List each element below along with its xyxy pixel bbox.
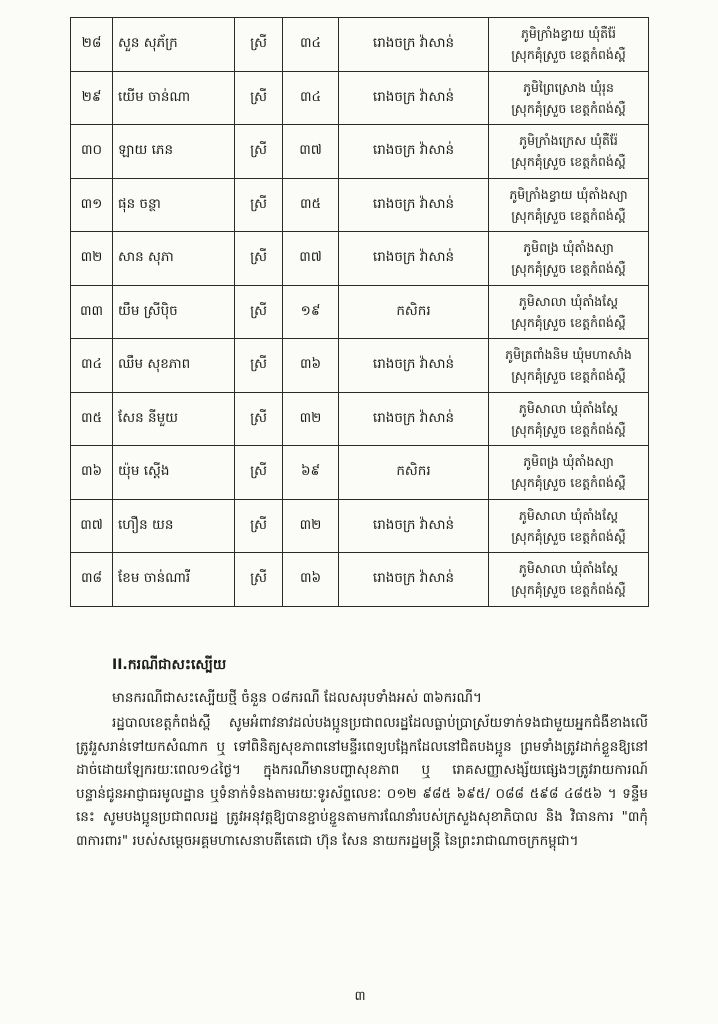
person-name-cell: ឈឹម សុខភាព	[113, 339, 235, 393]
address-cell	[489, 499, 649, 553]
address-village-commune: ភូមិក្រាំងខ្វាយ ឃុំតឺរ៉ែ	[521, 26, 616, 42]
sex-cell: ស្រី	[235, 232, 283, 286]
address-district-province: ស្រុកគុំស្រួច ខេត្តកំពង់ស្ពឺ	[511, 528, 626, 544]
table-row	[71, 232, 649, 286]
row-number-cell: ៣០	[71, 125, 113, 179]
section-heading-recovered: II.ករណីជាសះស្បើយ	[112, 657, 227, 673]
person-name-cell: សែន នីមួយ	[113, 392, 235, 446]
sex-cell: ស្រី	[235, 553, 283, 607]
occupation-cell: រោងចក្រ វ៉ាសាន់	[339, 499, 489, 553]
table-row	[71, 178, 649, 232]
table-row	[71, 446, 649, 500]
age-cell: ១៩	[283, 285, 339, 339]
address-district-province: ស្រុកគុំស្រួច ខេត្តកំពង់ស្ពឺ	[511, 47, 626, 63]
sex-cell: ស្រី	[235, 125, 283, 179]
address-cell	[489, 553, 649, 607]
address-district-province: ស្រុកគុំស្រួច ខេត្តកំពង់ស្ពឺ	[511, 207, 626, 223]
address-cell	[489, 392, 649, 446]
table-row	[71, 125, 649, 179]
occupation-cell: កសិករ	[339, 285, 489, 339]
address-cell	[489, 18, 649, 72]
sex-cell: ស្រី	[235, 18, 283, 72]
table-row	[71, 339, 649, 393]
person-name-cell: ផុន ចន្ថា	[113, 178, 235, 232]
address-cell	[489, 446, 649, 500]
person-name-cell: យ៉ុម ស្ដើង	[113, 446, 235, 500]
person-name-cell: យើម ចាន់ណា	[113, 71, 235, 125]
row-number-cell: ២៨	[71, 18, 113, 72]
occupation-cell: រោងចក្រ វ៉ាសាន់	[339, 339, 489, 393]
address-cell	[489, 285, 649, 339]
occupation-cell: រោងចក្រ វ៉ាសាន់	[339, 178, 489, 232]
table-row	[71, 499, 649, 553]
address-cell	[489, 125, 649, 179]
patient-table	[70, 17, 649, 607]
sex-cell: ស្រី	[235, 285, 283, 339]
person-name-cell: សួន សុភ័ក្រ	[113, 18, 235, 72]
row-number-cell: ៣៦	[71, 446, 113, 500]
row-number-cell: ៣៤	[71, 339, 113, 393]
address-district-province: ស្រុកគុំស្រួច ខេត្តកំពង់ស្ពឺ	[511, 475, 626, 491]
person-name-cell: សាន សុភា	[113, 232, 235, 286]
address-cell	[489, 71, 649, 125]
age-cell: ៣២	[283, 499, 339, 553]
row-number-cell: ៣២	[71, 232, 113, 286]
address-village-commune: ភូមិក្រាំងខ្វាយ ឃុំតាំងស្យា	[509, 186, 628, 202]
address-village-commune: ភូមិត្រពាំងនិម ឃុំមហាសាំង	[505, 347, 632, 363]
occupation-cell: រោងចក្រ វ៉ាសាន់	[339, 553, 489, 607]
row-number-cell: ៣១	[71, 178, 113, 232]
row-number-cell: ៣៣	[71, 285, 113, 339]
person-name-cell: ខែម ចាន់ណារី	[113, 553, 235, 607]
address-district-province: ស្រុកគុំស្រួច ខេត្តកំពង់ស្ពឺ	[511, 421, 626, 437]
occupation-cell: កសិករ	[339, 446, 489, 500]
address-district-province: ស្រុកគុំស្រួច ខេត្តកំពង់ស្ពឺ	[511, 368, 626, 384]
sex-cell: ស្រី	[235, 392, 283, 446]
age-cell: ៣៦	[283, 553, 339, 607]
address-village-commune: ភូមិសាលា ឃុំតាំងស្តែ	[518, 561, 619, 577]
occupation-cell: រោងចក្រ វ៉ាសាន់	[339, 71, 489, 125]
row-number-cell: ៣៨	[71, 553, 113, 607]
age-cell: ៣៧	[283, 232, 339, 286]
table-row	[71, 553, 649, 607]
address-village-commune: ភូមិពង្រ ឃុំតាំងស្យា	[523, 454, 614, 470]
row-number-cell: ២៩	[71, 71, 113, 125]
sex-cell: ស្រី	[235, 339, 283, 393]
table-row	[71, 18, 649, 72]
person-name-cell: យឹម ស្រីប៉ិច	[113, 285, 235, 339]
page-number: ៣	[354, 989, 366, 1004]
sex-cell: ស្រី	[235, 71, 283, 125]
address-district-province: ស្រុកគុំស្រួច ខេត្តកំពង់ស្ពឺ	[511, 100, 626, 116]
person-name-cell: ឡាយ ភេន	[113, 125, 235, 179]
address-village-commune: ភូមិសាលា ឃុំតាំងស្តែ	[518, 507, 619, 523]
address-village-commune: ភូមិក្រាំងក្រេស ឃុំតឺរ៉ែ	[519, 133, 618, 149]
address-district-province: ស្រុកគុំស្រួច ខេត្តកំពង់ស្ពឺ	[511, 261, 626, 277]
address-village-commune: ភូមិព្រៃស្រោង ឃុំរុន	[523, 79, 614, 95]
appeal-paragraph: រដ្ឋបាលខេត្តកំពង់ស្ពឺ សូមអំពាវនាវដល់បងប្អូនប្រជាពលរដ្ឋដែលធ្លាប់ប្រាស្រ័យទាក់ទងជាមួយអ្នកជំងឺខាងលើ ត្រូវរួសរាន់ទៅយកសំណាក ឬ ទៅពិនិត្យសុខភាពនៅមន្ទីរពេទ្យបង្អែកដែលនៅជិតបងប្អូន ព្រមទាំងត្រូវដាក់ខ្លួនឱ្យនៅដាច់ដោយឡែករយៈពេល១៤ថ្ងៃ។ ក្នុងករណីមានបញ្ហាសុខភាព ឬ រោគសញ្ញាសង្ស័យផ្សេងៗត្រូវរាយការណ៍បន្ទាន់ជូនអាជ្ញាធរមូលដ្ឋាន ឬទំនាក់ទំនងតាមរយៈទូរស័ព្ទលេខៈ ០១២ ៩៨៥ ៦៩៥/ ០៨៨ ៥៩៨ ៤៨៥៦ ។ ទន្ទឹមនេះ សូមបងប្អូនប្រជាពលរដ្ឋ ត្រូវអនុវត្តឱ្យបានខ្ជាប់ខ្ជួនតាមការណែនាំរបស់ក្រសួងសុខាភិបាល និង វិធានការ "៣កុំ ៣ការពារ" របស់សម្ដេចអគ្គមហាសេនាបតីតេជោ ហ៊ុន សែន នាយករដ្ឋមន្ត្រី នៃព្រះរាជាណាចក្រកម្ពុជា។	[76, 715, 648, 849]
address-district-province: ស្រុកគុំស្រួច ខេត្តកំពង់ស្ពឺ	[511, 154, 626, 170]
age-cell: ៣៦	[283, 339, 339, 393]
sex-cell: ស្រី	[235, 499, 283, 553]
occupation-cell: រោងចក្រ វ៉ាសាន់	[339, 18, 489, 72]
address-district-province: ស្រុកគុំស្រួច ខេត្តកំពង់ស្ពឺ	[511, 314, 626, 330]
occupation-cell: រោងចក្រ វ៉ាសាន់	[339, 392, 489, 446]
address-cell	[489, 232, 649, 286]
age-cell: ៦៩	[283, 446, 339, 500]
age-cell: ៣៤	[283, 18, 339, 72]
row-number-cell: ៣៧	[71, 499, 113, 553]
age-cell: ៣២	[283, 392, 339, 446]
row-number-cell: ៣៥	[71, 392, 113, 446]
sex-cell: ស្រី	[235, 446, 283, 500]
age-cell: ៣៤	[283, 71, 339, 125]
address-cell	[489, 339, 649, 393]
table-row	[71, 285, 649, 339]
address-cell	[489, 178, 649, 232]
table-row	[71, 71, 649, 125]
age-cell: ៣៧	[283, 125, 339, 179]
occupation-cell: រោងចក្រ វ៉ាសាន់	[339, 125, 489, 179]
table-row	[71, 392, 649, 446]
address-village-commune: ភូមិពង្រ ឃុំតាំងស្យា	[523, 240, 614, 256]
occupation-cell: រោងចក្រ វ៉ាសាន់	[339, 232, 489, 286]
address-village-commune: ភូមិសាលា ឃុំតាំងស្តែ	[518, 400, 619, 416]
sex-cell: ស្រី	[235, 178, 283, 232]
recovered-summary: មានករណីជាសះស្បើយថ្មី ចំនួន ០៨ករណី ដែលសរុបទាំងអស់ ៣៦ករណី។	[112, 690, 482, 706]
address-district-province: ស្រុកគុំស្រួច ខេត្តកំពង់ស្ពឺ	[511, 582, 626, 598]
person-name-cell: ហឿន យន	[113, 499, 235, 553]
patient-table-body	[71, 18, 649, 607]
address-village-commune: ភូមិសាលា ឃុំតាំងស្តែ	[518, 293, 619, 309]
age-cell: ៣៥	[283, 178, 339, 232]
